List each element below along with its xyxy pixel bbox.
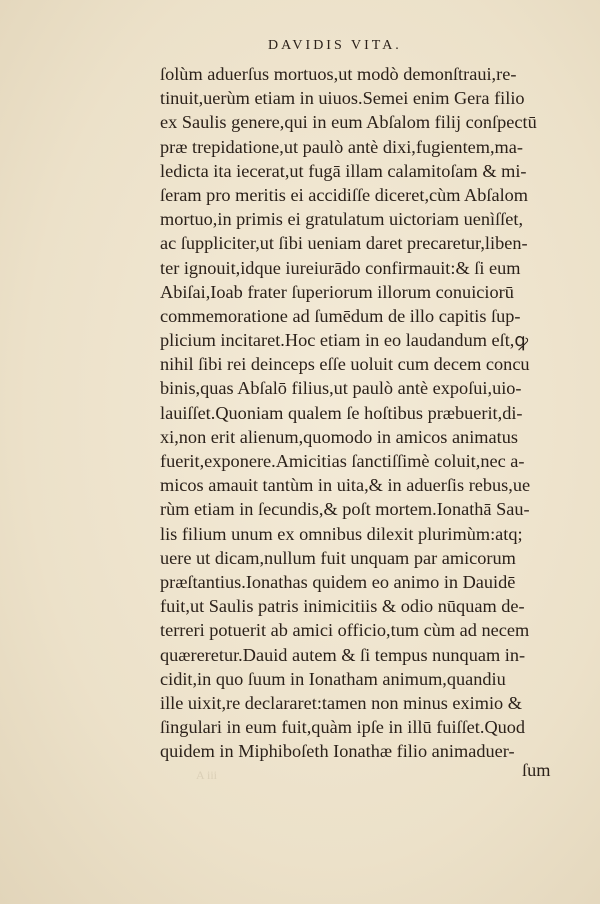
text-line: cidit,in quo ſuum in Ionatham animum,quandiu <box>160 668 506 689</box>
text-line: quæreretur.Dauid autem & ſi tempus nunquam in- <box>160 644 526 665</box>
text-line: terreri potuerit ab amici officio,tum cùm ad necem <box>160 620 530 641</box>
catchword: ſum <box>522 760 551 780</box>
text-line: rùm etiam in ſecundis,& poſt mortem.Ionathā Sau- <box>160 499 530 520</box>
text-line: ſingulari in eum fuit,quàm ipſe in illū fuiſſet.Quod <box>160 717 526 738</box>
text-line: fuerit,exponere.Amicitias ſanctiſſimè coluit,nec a- <box>160 451 525 471</box>
text-line: ſolùm aduerſus mortuos,ut modò demonſtraui,re- <box>160 64 517 84</box>
text-line: nihil ſibi rei deinceps eſſe uoluit cum decem concu <box>160 354 530 375</box>
text-line: uere ut dicam,nullum fuit unquam par amicorum <box>160 547 516 568</box>
text-line: ledicta ita iecerat,ut fugā illam calamitoſam & mi- <box>160 160 527 181</box>
text-line: quidem in Miphiboſeth Ionathæ filio animaduer- <box>160 741 515 762</box>
text-line: fuit,ut Saulis patris inimicitiis & odio nūquam de- <box>160 596 525 617</box>
text-line: binis,quas Abſalō filius,ut paulò antè expoſui,uio- <box>160 378 522 399</box>
text-line: plicium incitaret.Hoc etiam in eo laudandum eſt,ꝙ <box>160 330 529 351</box>
text-line: ex Saulis genere,qui in eum Abſalom filij conſpectū <box>160 112 537 133</box>
text-line: præ trepidatione,ut paulò antè dixi,fugientem,ma- <box>160 136 523 157</box>
text-line: Abiſai,Ioab frater ſuperiorum illorum conuiciorū <box>160 281 514 302</box>
text-line: commemoratione ad ſumēdum de illo capitis ſup- <box>160 305 521 326</box>
text-line: ac ſuppliciter,ut ſibi ueniam daret precaretur,liben- <box>160 233 528 254</box>
text-line: lauiſſet.Quoniam qualem ſe hoſtibus præbuerit,di- <box>160 402 523 423</box>
text-line: ſeram pro meritis ei accidiſſe diceret,cùm Abſalom <box>160 184 529 205</box>
text-line: micos amauit tantùm in uita,& in aduerſis rebus,ue <box>160 475 531 496</box>
text-line: præſtantius.Ionathas quidem eo animo in Dauidē <box>160 571 516 592</box>
text-line: tinuit,uerùm etiam in uiuos.Semei enim Gera filio <box>160 88 525 109</box>
body-text <box>160 62 562 763</box>
running-head: DAVIDIS VITA. <box>268 38 402 53</box>
text-line: xi,non erit alienum,quomodo in amicos animatus <box>160 426 518 447</box>
text-line: ille uixit,re declararet:tamen non minus eximio & <box>160 692 522 713</box>
signature-mark: A iii <box>196 768 218 782</box>
text-line: ter ignouit,idque iureiurādo confirmauit:& ſi eum <box>160 257 521 278</box>
text-line: mortuo,in primis ei gratulatum uictoriam uenìſſet, <box>160 209 524 230</box>
text-line: lis filium unum ex omnibus dilexit plurimùm:atq; <box>160 523 523 544</box>
